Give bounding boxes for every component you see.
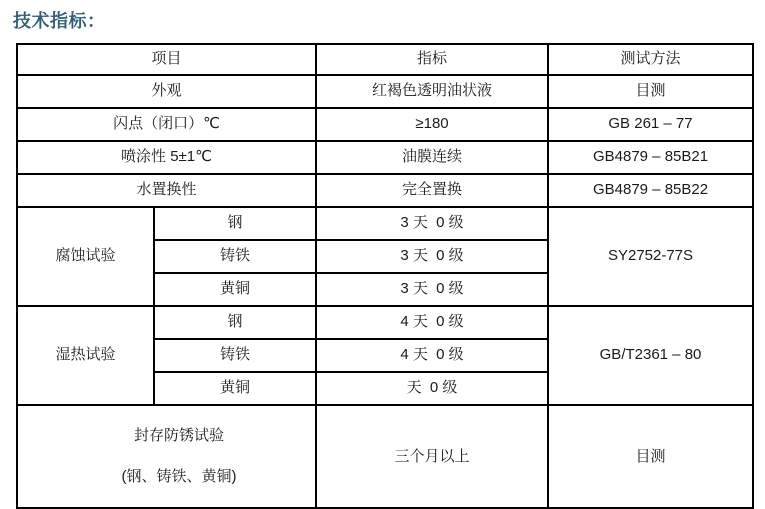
material-cell: 铸铁 bbox=[154, 339, 316, 372]
method-cell: 目测 bbox=[548, 405, 753, 508]
method-cell: GB4879 – 85B22 bbox=[548, 174, 753, 207]
table-row-corrosion-steel bbox=[17, 207, 753, 240]
material-cell: 黄铜 bbox=[154, 372, 316, 405]
table-row-sprayability bbox=[17, 141, 753, 174]
technical-specs-table bbox=[16, 43, 754, 509]
method-cell: GB4879 – 85B21 bbox=[548, 141, 753, 174]
item-cell bbox=[17, 405, 316, 508]
spec-cell: ≥180 bbox=[316, 108, 548, 141]
item-cell: 闪点（闭口）℃ bbox=[17, 108, 316, 141]
spec-cell: 天 0 级 bbox=[316, 372, 548, 405]
material-cell: 钢 bbox=[154, 207, 316, 240]
method-cell: 目测 bbox=[548, 75, 753, 108]
material-cell: 铸铁 bbox=[154, 240, 316, 273]
header-cell-item: 项目 bbox=[17, 44, 316, 75]
spec-cell: 油膜连续 bbox=[316, 141, 548, 174]
table-row-water-displacement bbox=[17, 174, 753, 207]
spec-cell: 3 天 0 级 bbox=[316, 207, 548, 240]
spec-cell: 红褐色透明油状液 bbox=[316, 75, 548, 108]
corrosion-test-label-cell: 腐蚀试验 bbox=[17, 207, 154, 306]
spec-cell: 3 天 0 级 bbox=[316, 273, 548, 306]
material-cell: 黄铜 bbox=[154, 273, 316, 306]
damp-heat-test-method-cell: GB/T2361 – 80 bbox=[548, 306, 753, 405]
item-cell: 外观 bbox=[17, 75, 316, 108]
page-title: 技术指标： bbox=[13, 11, 106, 31]
table-header-row bbox=[17, 44, 753, 75]
method-cell: GB 261 – 77 bbox=[548, 108, 753, 141]
material-cell: 钢 bbox=[154, 306, 316, 339]
spec-cell: 4 天 0 级 bbox=[316, 339, 548, 372]
table-row-damp-heat-steel bbox=[17, 306, 753, 339]
storage-rust-line1: 封存防锈试验 bbox=[134, 427, 225, 445]
spec-cell: 3 天 0 级 bbox=[316, 240, 548, 273]
spec-cell: 三个月以上 bbox=[316, 405, 548, 508]
table-row-storage-rust bbox=[17, 405, 753, 508]
storage-rust-line2: (钢、铸铁、黄铜) bbox=[121, 467, 237, 485]
corrosion-test-method-cell: SY2752-77S bbox=[548, 207, 753, 306]
header-cell-method: 测试方法 bbox=[548, 44, 753, 75]
spec-cell: 4 天 0 级 bbox=[316, 306, 548, 339]
damp-heat-test-label-cell: 湿热试验 bbox=[17, 306, 154, 405]
item-cell: 水置换性 bbox=[17, 174, 316, 207]
spec-cell: 完全置换 bbox=[316, 174, 548, 207]
table-row-flash-point bbox=[17, 108, 753, 141]
table-row-appearance bbox=[17, 75, 753, 108]
header-cell-spec: 指标 bbox=[316, 44, 548, 75]
item-cell: 喷涂性 5±1℃ bbox=[17, 141, 316, 174]
